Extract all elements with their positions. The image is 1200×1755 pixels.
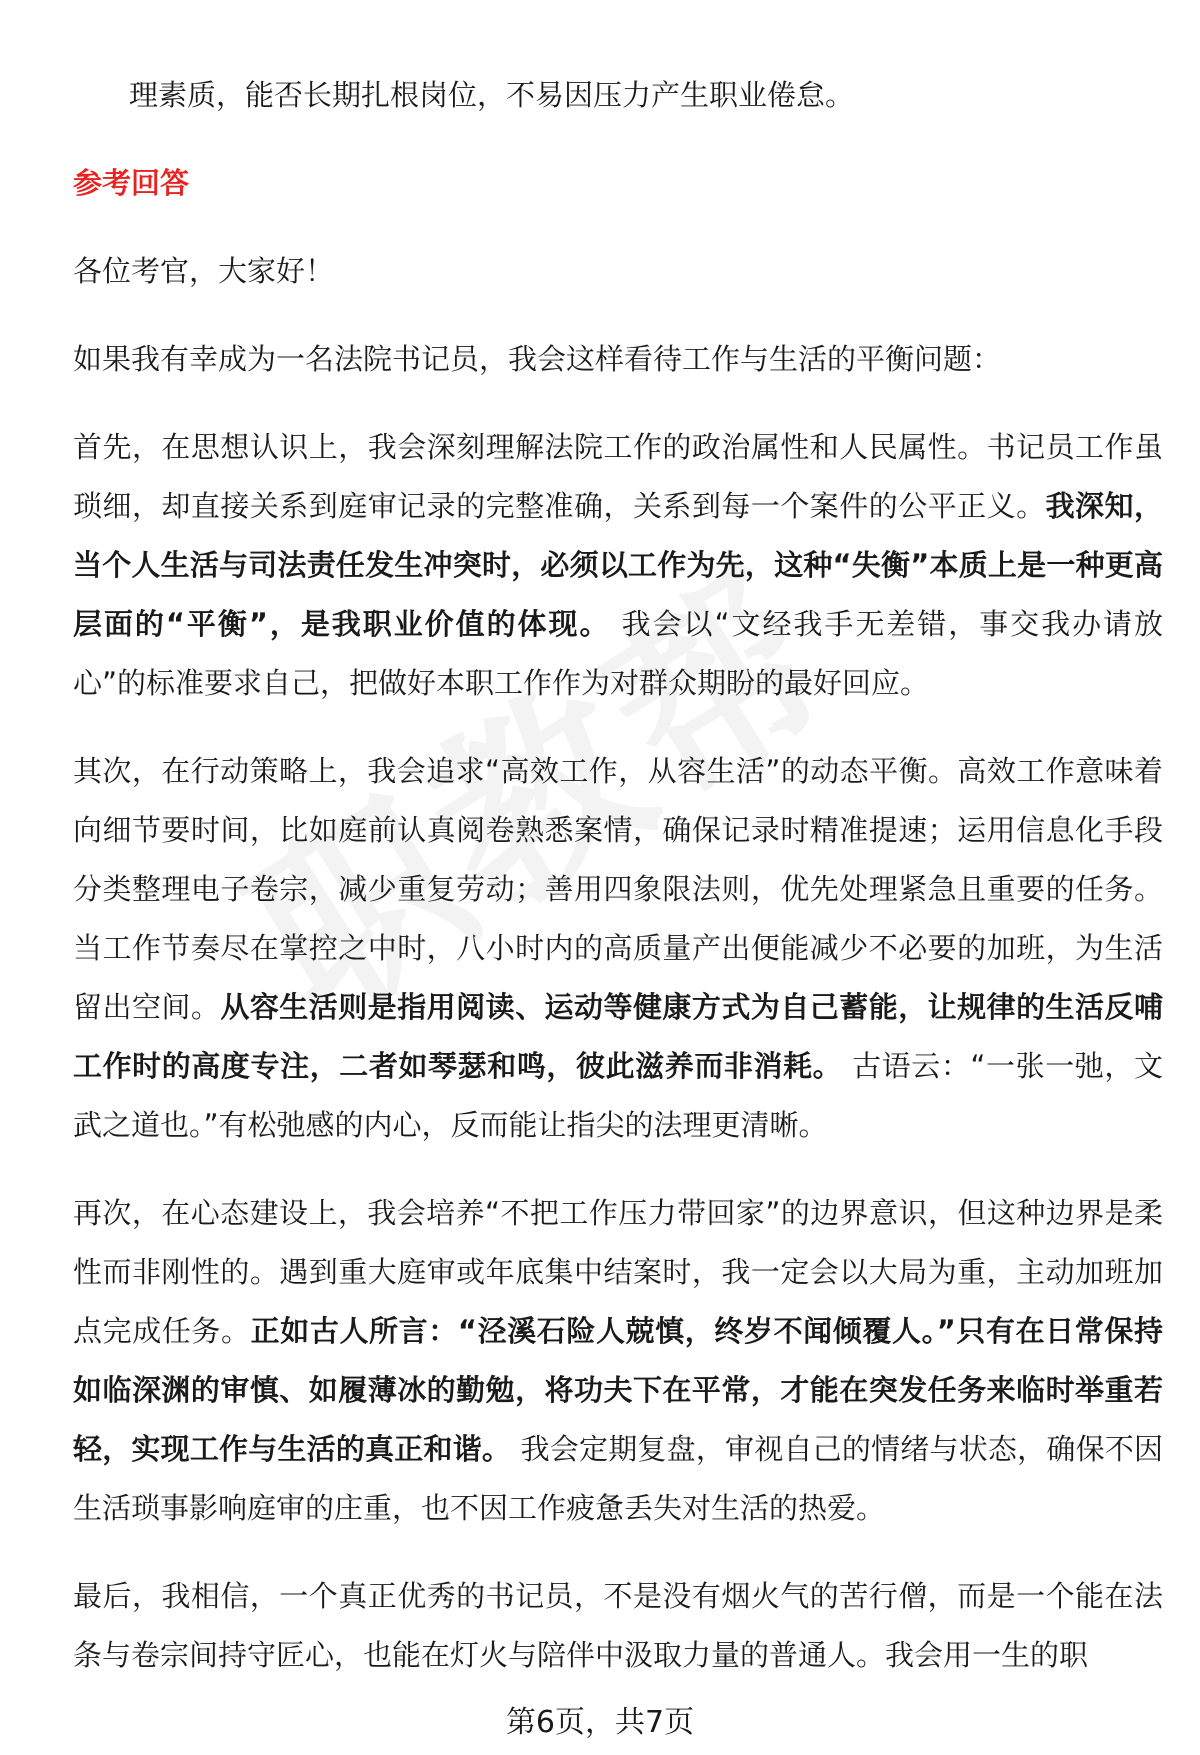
document-body (73, 66, 1163, 1714)
paragraph-fourth: 最后，我相信，一个真正优秀的书记员，不是没有烟火气的苦行僧，而是一个能在法条与卷宗间持守匠心，也能在灯火与陪伴中汲取力量的普通人。我会用一生的职 (73, 1579, 1163, 1672)
paragraph-third-tail: 我会定期复盘，审视自己的情绪与状态，确保不因生活琐事影响庭审的庄重，也不因工作疲惫丢失对生活的热爱。 (73, 1432, 1163, 1525)
paragraph-second (73, 742, 1163, 1155)
intro-paragraph: 如果我有幸成为一名法院书记员，我会这样看待工作与生活的平衡问题： (73, 342, 1002, 376)
paragraph-first (73, 418, 1163, 713)
paragraph-second-text: 其次，在行动策略上，我会追求“高效工作，从容生活”的动态平衡。高效工作意味着向细节要时间，比如庭前认真阅卷熟悉案情，确保记录时精准提速；运用信息化手段分类整理电子卷宗，减少重复劳动；善用四象限法则，优先处理紧急且重要的任务。当工作节奏尽在掌控之中时，八小时内的高质量产出便能减少不必要的加班，为生活留出空间。 (73, 754, 1163, 1024)
paragraph-first-tail: 我会以“文经我手无差错，事交我办请放心”的标准要求自己，把做好本职工作作为对群众期盼的最好回应。 (73, 607, 1163, 700)
page-footer: 第6页，共7页 (505, 1705, 695, 1740)
continuation-paragraph: 理素质，能否长期扎根岗位，不易因压力产生职业倦怠。 (129, 78, 855, 112)
paragraph-first-text: 首先，在思想认识上，我会深刻理解法院工作的政治属性和人民属性。书记员工作虽琐细，却直接关系到庭审记录的完整准确，关系到每一个案件的公平正义。 (73, 430, 1163, 523)
section-heading: 参考回答 (73, 166, 190, 200)
greeting-paragraph: 各位考官，大家好！ (73, 254, 335, 288)
paragraph-second-bold: 从容生活则是指用阅读、运动等健康方式为自己蓄能，让规律的生活反哺工作时的高度专注，二者如琴瑟和鸣，彼此滋养而非消耗。 (73, 990, 1163, 1083)
paragraph-third (73, 1184, 1163, 1538)
paragraph-third-text: 再次，在心态建设上，我会培养“不把工作压力带回家”的边界意识，但这种边界是柔性而非刚性的。遇到重大庭审或年底集中结案时，我一定会以大局为重，主动加班加点完成任务。 (73, 1196, 1163, 1348)
paragraph-third-bold: 正如古人所言：“泾溪石险人兢慎，终岁不闻倾覆人。”只有在日常保持如临深渊的审慎、如履薄冰的勤勉，将功夫下在平常，才能在突发任务来临时举重若轻，实现工作与生活的真正和谐。 (73, 1314, 1163, 1466)
paragraph-first-bold: 我深知，当个人生活与司法责任发生冲突时，必须以工作为先，这种“失衡”本质上是一种更高层面的“平衡”，是我职业价值的体现。 (73, 489, 1163, 641)
paragraph-second-tail: 古语云：“一张一弛，文武之道也。”有松弛感的内心，反而能让指尖的法理更清晰。 (73, 1049, 1163, 1142)
